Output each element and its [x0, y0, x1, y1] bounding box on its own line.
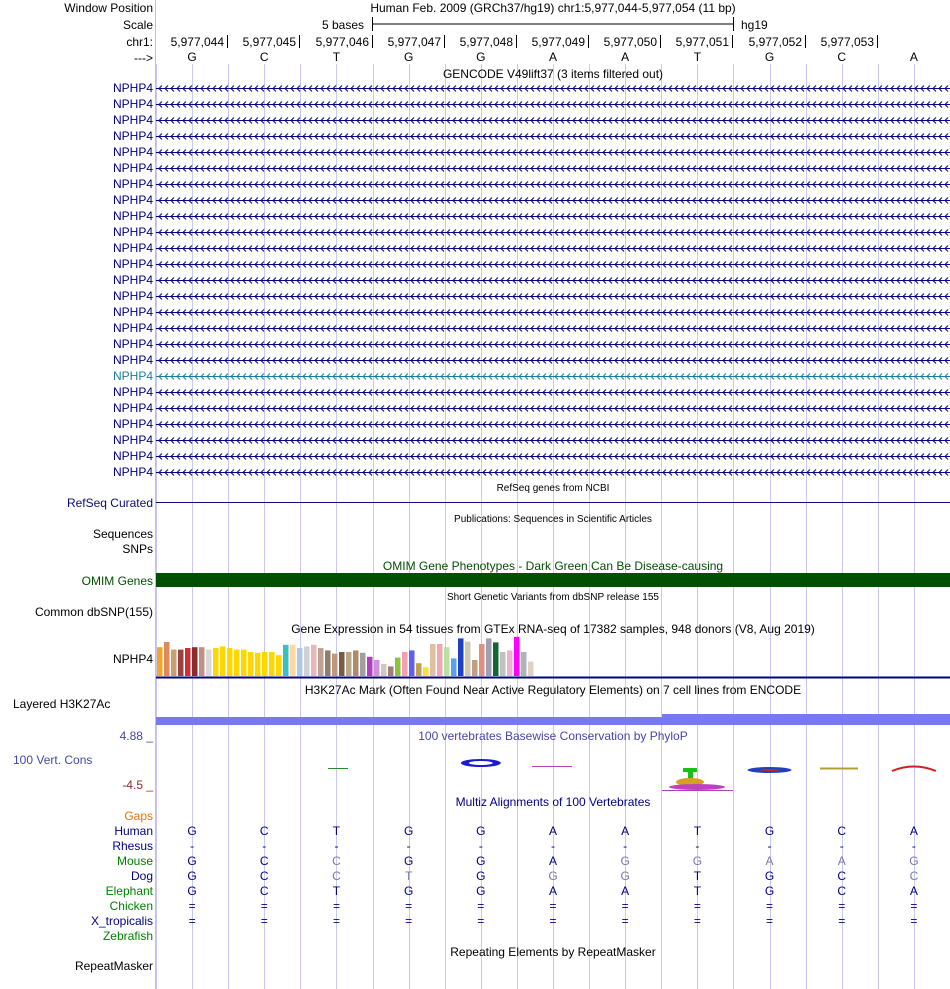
multiz-base: = — [260, 899, 268, 913]
multiz-base: G — [187, 869, 197, 883]
position-tick-label: 5,977,044 — [170, 35, 224, 49]
multiz-base: G — [548, 869, 558, 883]
gtex-tissue-bar — [507, 650, 513, 676]
gtex-tissue-bar — [458, 638, 464, 676]
multiz-base: A — [909, 824, 918, 838]
multiz-base: = — [188, 899, 196, 913]
base-letter: T — [332, 50, 341, 64]
scale-text: 5 bases — [322, 18, 365, 32]
multiz-species-label[interactable]: Zebrafish — [102, 929, 153, 943]
multiz-base: = — [477, 914, 485, 928]
multiz-base: G — [403, 824, 414, 838]
multiz-base: = — [838, 899, 846, 913]
gencode-transcript-label[interactable]: NPHP4 — [112, 449, 153, 463]
multiz-base: - — [695, 839, 700, 853]
phylop-ymax-label: 4.88 _ — [119, 729, 153, 743]
base-letter: A — [548, 50, 557, 64]
phylop-logo-t-stem — [688, 771, 693, 779]
position-tick-label: 5,977,047 — [387, 35, 441, 49]
multiz-base: = — [405, 914, 413, 928]
gencode-transcript-label[interactable]: NPHP4 — [112, 225, 153, 239]
multiz-base: - — [623, 839, 628, 853]
multiz-base: - — [190, 839, 195, 853]
multiz-base: = — [838, 914, 846, 928]
dbsnp-track-title[interactable]: Short Genetic Variants from dbSNP release 155 — [447, 592, 659, 603]
multiz-base: G — [620, 854, 630, 868]
gtex-tissue-bar — [479, 644, 485, 676]
gtex-track-title[interactable]: Gene Expression in 54 tissues from GTEx RNA-seq of 17382 samples, 948 donors (V8, Aug 2019) — [291, 622, 815, 636]
gtex-tissue-bar — [276, 655, 282, 676]
multiz-base: G — [403, 854, 414, 868]
gencode-transcript-label[interactable]: NPHP4 — [112, 81, 153, 95]
gaps-label: Gaps — [124, 809, 153, 823]
h3k27ac-track-label[interactable]: Layered H3K27Ac — [13, 697, 111, 711]
gtex-tissue-bar — [423, 667, 429, 676]
multiz-base: = — [332, 914, 340, 928]
multiz-base: = — [621, 899, 629, 913]
gtex-tissue-bar — [199, 647, 205, 676]
gtex-tissue-bar — [206, 650, 212, 676]
chrom-label: chr1: — [126, 35, 153, 49]
multiz-base: - — [911, 839, 916, 853]
gencode-transcript-label[interactable]: NPHP4 — [112, 369, 153, 383]
gtex-tissue-bar — [395, 658, 401, 676]
gtex-tissue-bar — [360, 653, 366, 676]
gtex-tissue-bar — [192, 647, 198, 676]
gtex-tissue-bar — [493, 642, 499, 676]
multiz-base: C — [837, 869, 847, 883]
multiz-base: = — [910, 899, 918, 913]
gencode-transcript-label[interactable]: NPHP4 — [112, 241, 153, 255]
multiz-species-label[interactable]: Mouse — [116, 854, 153, 868]
multiz-base: - — [406, 839, 411, 853]
gencode-transcript-label[interactable]: NPHP4 — [112, 289, 153, 303]
multiz-base: G — [909, 854, 919, 868]
multiz-base: - — [551, 839, 555, 853]
h3k27ac-signal-peak — [662, 714, 950, 717]
gencode-transcript-label[interactable]: NPHP4 — [112, 273, 153, 287]
multiz-base: T — [693, 884, 702, 898]
position-tick-label: 5,977,053 — [820, 35, 874, 49]
gencode-transcript-label[interactable]: NPHP4 — [112, 257, 153, 271]
publications-sequences-label[interactable]: Sequences — [92, 527, 153, 541]
multiz-base: T — [404, 869, 413, 883]
gtex-tissue-bar — [185, 648, 191, 676]
gtex-tissue-bar — [528, 662, 534, 676]
gtex-tissue-bar — [353, 650, 359, 676]
multiz-base: - — [334, 839, 339, 853]
publications-snps-label[interactable]: SNPs — [122, 542, 153, 556]
gtex-tissue-bar — [332, 654, 338, 676]
gtex-tissue-bar — [486, 638, 492, 676]
gtex-tissue-bar — [325, 650, 331, 676]
gtex-tissue-bar — [262, 652, 268, 676]
multiz-base: = — [549, 899, 557, 913]
gtex-tissue-bar — [374, 660, 380, 676]
multiz-base: = — [910, 914, 918, 928]
multiz-base: = — [332, 899, 340, 913]
multiz-base: - — [262, 839, 267, 853]
gtex-tissue-bar — [304, 646, 310, 676]
gtex-tissue-bar — [171, 650, 177, 676]
gtex-tissue-bar — [234, 650, 240, 676]
multiz-base: G — [620, 869, 630, 883]
phylop-logo-g-inner — [760, 769, 780, 771]
repeatmasker-track-title[interactable]: Repeating Elements by RepeatMasker — [450, 945, 656, 959]
multiz-track-title[interactable]: Multiz Alignments of 100 Vertebrates — [455, 795, 651, 809]
gtex-tissue-bar — [416, 663, 422, 676]
multiz-base: A — [765, 854, 774, 868]
gtex-track-label[interactable]: NPHP4 — [112, 652, 153, 666]
multiz-base: A — [621, 884, 630, 898]
gtex-tissue-bar — [311, 645, 317, 676]
scale-label: Scale — [122, 18, 153, 32]
gencode-transcript-label[interactable]: NPHP4 — [112, 321, 153, 335]
repeatmasker-track-label[interactable]: RepeatMasker — [74, 959, 153, 973]
db-label: hg19 — [741, 18, 768, 32]
gtex-tissue-bar — [465, 642, 471, 676]
gtex-tissue-bar — [157, 647, 163, 676]
gtex-tissue-bar — [430, 644, 436, 676]
multiz-base: C — [332, 854, 341, 868]
gtex-tissue-bar — [269, 652, 275, 676]
multiz-base: - — [478, 839, 483, 853]
position-tick-label: 5,977,052 — [748, 35, 802, 49]
gencode-transcript-label[interactable]: NPHP4 — [112, 145, 153, 159]
gencode-transcript-label[interactable]: NPHP4 — [112, 385, 153, 399]
gtex-tissue-bar — [521, 652, 527, 676]
gencode-transcript-label[interactable]: NPHP4 — [112, 209, 153, 223]
gtex-tissue-bar — [283, 645, 289, 676]
multiz-base: G — [764, 824, 775, 838]
multiz-base: G — [187, 854, 197, 868]
gtex-tissue-bar — [381, 664, 387, 676]
gtex-tissue-bar — [500, 652, 506, 676]
refseq-track-title[interactable]: RefSeq genes from NCBI — [496, 483, 610, 494]
gencode-transcript-label[interactable]: NPHP4 — [112, 337, 153, 351]
gencode-transcript-label[interactable]: NPHP4 — [112, 465, 153, 479]
multiz-base: - — [767, 839, 772, 853]
position-tick-label: 5,977,045 — [242, 35, 296, 49]
multiz-base: = — [766, 914, 774, 928]
gtex-tissue-bar — [178, 650, 184, 676]
h3k27ac-track-title[interactable]: H3K27Ac Mark (Often Found Near Active Regulatory Elements) on 7 cell lines from ENCODE — [304, 683, 802, 697]
multiz-base: = — [405, 899, 413, 913]
gencode-transcript-label[interactable]: NPHP4 — [112, 97, 153, 111]
refseq-track-label[interactable]: RefSeq Curated — [66, 496, 153, 510]
dbsnp-track-label[interactable]: Common dbSNP(155) — [34, 605, 153, 619]
gencode-transcript-label[interactable]: NPHP4 — [112, 129, 153, 143]
position-tick-label: 5,977,051 — [675, 35, 729, 49]
multiz-base: A — [909, 884, 918, 898]
gtex-tissue-bar — [241, 650, 247, 676]
multiz-base: G — [403, 884, 414, 898]
gencode-transcript-label[interactable]: NPHP4 — [112, 433, 153, 447]
gtex-tissue-bar — [367, 657, 373, 676]
multiz-base: = — [188, 914, 196, 928]
gencode-transcript-label[interactable]: NPHP4 — [112, 113, 153, 127]
multiz-base: G — [476, 884, 486, 898]
gtex-tissue-bar — [402, 652, 408, 676]
publications-track-title[interactable]: Publications: Sequences in Scientific Articles — [454, 514, 652, 525]
phylop-logo-a — [669, 784, 725, 790]
multiz-species-label[interactable]: Human — [114, 824, 153, 838]
gtex-tissue-bar — [437, 644, 443, 676]
position-tick-label: 5,977,048 — [459, 35, 513, 49]
gtex-tissue-bar — [220, 646, 226, 676]
multiz-base: = — [260, 914, 268, 928]
multiz-base: C — [259, 824, 269, 838]
phylop-logo-g-inner — [469, 761, 493, 765]
gencode-transcript-label[interactable]: NPHP4 — [112, 177, 153, 191]
multiz-base: = — [549, 914, 557, 928]
gtex-tissue-bar — [255, 653, 261, 676]
multiz-base: T — [693, 824, 702, 838]
multiz-base: C — [259, 884, 269, 898]
base-letter: G — [187, 50, 197, 64]
multiz-base: C — [259, 869, 269, 883]
gtex-tissue-bar — [297, 648, 303, 676]
gencode-transcript-label[interactable]: NPHP4 — [112, 417, 153, 431]
multiz-base: = — [477, 899, 485, 913]
gencode-transcript-label[interactable]: NPHP4 — [112, 305, 153, 319]
gtex-tissue-bar — [164, 642, 170, 676]
phylop-ymin-label: -4.5 _ — [122, 778, 153, 792]
multiz-species-label[interactable]: Dog — [130, 869, 153, 883]
multiz-base: = — [693, 899, 701, 913]
base-letter: G — [764, 50, 775, 64]
multiz-base: A — [621, 824, 630, 838]
gtex-tissue-bar — [213, 648, 219, 676]
position-tick-label: 5,977,046 — [315, 35, 369, 49]
gtex-tissue-bar — [444, 647, 450, 676]
gtex-tissue-bar — [227, 648, 233, 676]
base-letter: T — [693, 50, 702, 64]
multiz-base: = — [766, 899, 774, 913]
multiz-base: G — [187, 824, 197, 838]
multiz-base: T — [693, 869, 702, 883]
phylop-logo-a — [892, 767, 936, 772]
multiz-base: - — [839, 839, 844, 853]
window-position-label: Window Position — [64, 1, 153, 15]
assembly-position-text: Human Feb. 2009 (GRCh37/hg19) chr1:5,977,044-5,977,054 (11 bp) — [370, 1, 736, 15]
base-letter: G — [476, 50, 486, 64]
multiz-base: A — [548, 884, 557, 898]
omim-track-title[interactable]: OMIM Gene Phenotypes - Dark Green Can Be Disease-causing — [382, 559, 724, 573]
gtex-tissue-bar — [290, 645, 296, 676]
base-letter: A — [621, 50, 630, 64]
gtex-tissue-bar — [248, 652, 254, 676]
multiz-base: G — [764, 884, 775, 898]
multiz-base: = — [621, 914, 629, 928]
multiz-base: G — [476, 824, 486, 838]
multiz-base: C — [837, 824, 847, 838]
multiz-base: G — [476, 869, 486, 883]
multiz-base: T — [332, 884, 341, 898]
multiz-base: A — [548, 824, 557, 838]
position-tick-label: 5,977,049 — [531, 35, 585, 49]
h3k27ac-signal — [156, 717, 950, 725]
position-tick-label: 5,977,050 — [603, 35, 657, 49]
base-letter: G — [403, 50, 414, 64]
multiz-species-label[interactable]: X_tropicalis — [90, 914, 153, 928]
multiz-base: A — [837, 854, 846, 868]
multiz-base: G — [476, 854, 486, 868]
multiz-base: G — [764, 869, 775, 883]
gtex-tissue-bar — [472, 660, 478, 676]
gencode-transcript-label[interactable]: NPHP4 — [112, 353, 153, 367]
phylop-track-label[interactable]: 100 Vert. Cons — [13, 753, 93, 767]
omim-bar — [156, 573, 950, 587]
gtex-tissue-bar — [514, 637, 520, 676]
multiz-base: = — [693, 914, 701, 928]
multiz-base: C — [837, 884, 847, 898]
base-letter: C — [837, 50, 847, 64]
base-letter: C — [259, 50, 269, 64]
multiz-base: C — [332, 869, 341, 883]
multiz-base: T — [332, 824, 341, 838]
multiz-species-label[interactable]: Rhesus — [112, 839, 153, 853]
gtex-tissue-bar — [346, 652, 352, 676]
gencode-transcript-label[interactable]: NPHP4 — [112, 193, 153, 207]
omim-track-label[interactable]: OMIM Genes — [81, 574, 153, 588]
phylop-track-title[interactable]: 100 vertebrates Basewise Conservation by PhyloP — [418, 729, 688, 743]
gtex-tissue-bar — [409, 650, 415, 676]
gencode-transcript-label[interactable]: NPHP4 — [112, 401, 153, 415]
multiz-base: C — [909, 869, 919, 883]
gencode-track-title[interactable]: GENCODE V49lift37 (3 items filtered out) — [442, 67, 664, 81]
multiz-base: C — [259, 854, 269, 868]
base-letter: A — [909, 50, 918, 64]
multiz-species-label[interactable]: Elephant — [105, 884, 153, 898]
gencode-transcript-label[interactable]: NPHP4 — [112, 161, 153, 175]
multiz-base: G — [187, 884, 197, 898]
multiz-species-label[interactable]: Chicken — [109, 899, 153, 913]
multiz-base: G — [692, 854, 703, 868]
gtex-tissue-bar — [388, 666, 394, 676]
gtex-tissue-bar — [339, 652, 345, 676]
gtex-tissue-bar — [318, 648, 324, 676]
strand-label: ---> — [134, 51, 153, 65]
multiz-base: A — [548, 854, 557, 868]
gtex-tissue-bar — [451, 658, 457, 676]
